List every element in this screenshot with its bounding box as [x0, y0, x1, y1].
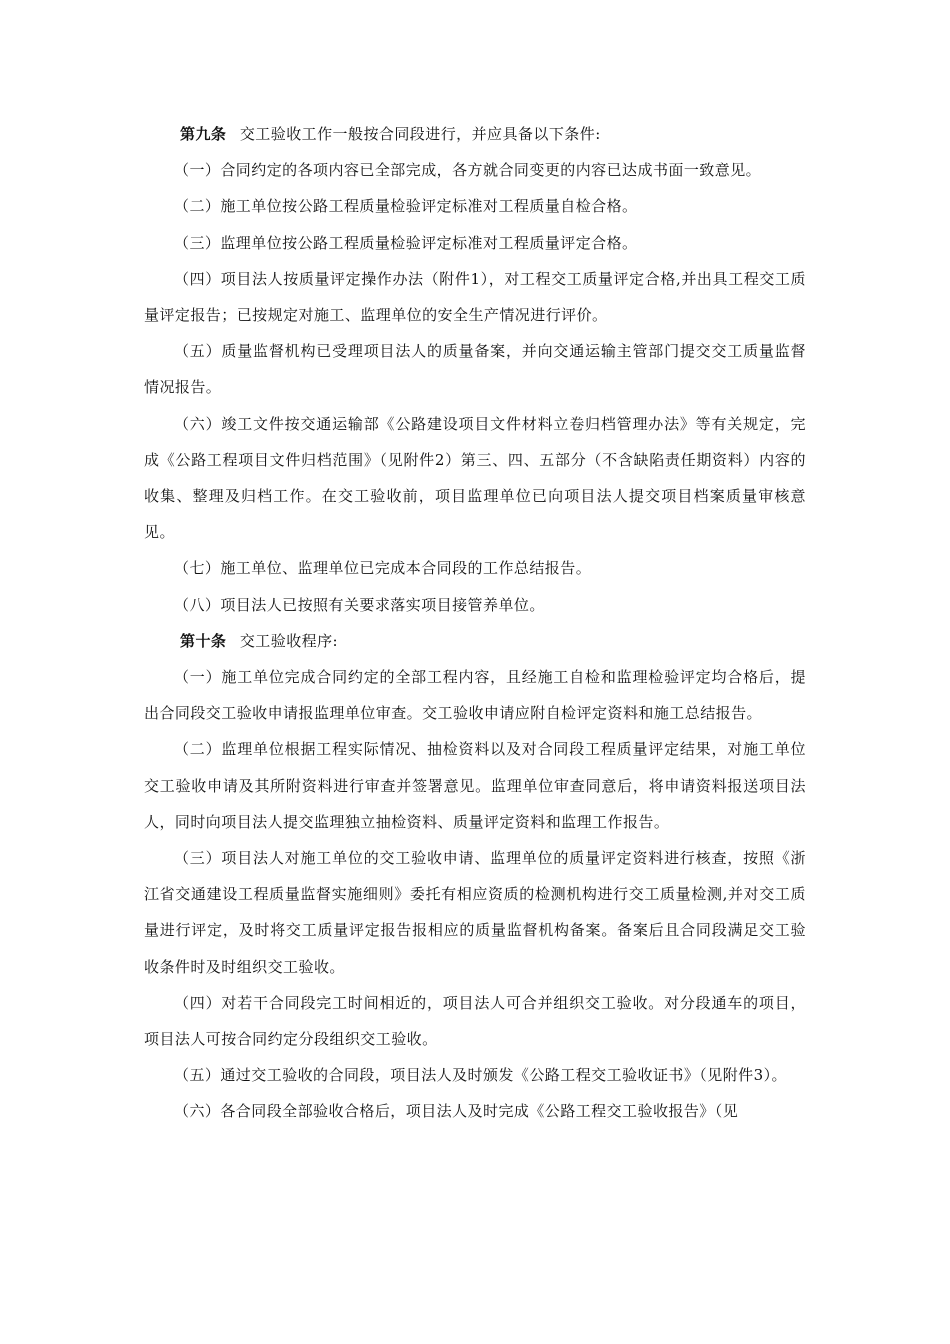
article-9-item-7: （七）施工单位、监理单位已完成本合同段的工作总结报告。: [174, 559, 592, 578]
article-10-item-2: （二）监理单位根据工程实际情况、抽检资料以及对合同段工程质量评定结果，对施工单位交工验收申请及其所附资料进行审查并签署意见。监理单位审查同意后，将申请资料报送项目法人，同时向项目法人提交监理独立抽检资料、质量评定资料和监理工作报告。: [144, 740, 806, 831]
article-10-item-3: （三）项目法人对施工单位的交工验收申请、监理单位的质量评定资料进行核查，按照《浙江省交通建设工程质量监督实施细则》委托有相应资质的检测机构进行交工质量检测,并对交工质量进行评定，及时将交工质量评定报告报相应的质量监督机构备案。备案后且合同段满足交工验收条件时及时组织交工验收。: [144, 849, 806, 976]
article-10-title: 第十条: [180, 631, 227, 650]
article-9-item-4: （四）项目法人按质量评定操作办法（附件1），对工程交工质量评定合格,并出具工程交工质量评定报告；已按规定对施工、监理单位的安全生产情况进行评价。: [144, 269, 806, 325]
article-10-item-6: （六）各合同段全部验收合格后，项目法人及时完成《公路工程交工验收报告》（见: [174, 1102, 739, 1121]
article-10-heading: [144, 623, 806, 659]
article-9-item-2: （二）施工单位按公路工程质量检验评定标准对工程质量自检合格。: [174, 197, 638, 216]
article-9-text: 交工验收工作一般按合同段进行，并应具备以下条件:: [239, 125, 601, 143]
article-9-item-8: （八）项目法人已按照有关要求落实项目接管养单位。: [174, 595, 545, 614]
article-9-title: 第九条: [180, 125, 227, 143]
document-body: [144, 116, 806, 1130]
article-10-text: 交工验收程序:: [239, 631, 339, 650]
article-10-item-1: （一）施工单位完成合同约定的全部工程内容，且经施工自检和监理检验评定均合格后，提出合同段交工验收申请报监理单位审查。交工验收申请应附自检评定资料和施工总结报告。: [144, 668, 806, 723]
article-10-item-5: （五）通过交工验收的合同段，项目法人及时颁发《公路工程交工验收证书》（见附件3）。: [174, 1066, 787, 1085]
article-9-item-6: （六）竣工文件按交通运输部《公路建设项目文件材料立卷归档管理办法》等有关规定，完成《公路工程项目文件归档范围》（见附件2）第三、四、五部分（不含缺陷责任期资料）内容的收集、整理及归档工作。在交工验收前，项目监理单位已向项目法人提交项目档案质量审核意见。: [144, 414, 806, 542]
article-9-item-3: （三）监理单位按公路工程质量检验评定标准对工程质量评定合格。: [174, 233, 638, 252]
article-10-item-4: （四）对若干合同段完工时间相近的，项目法人可合并组织交工验收。对分段通车的项目，项目法人可按合同约定分段组织交工验收。: [144, 993, 806, 1049]
article-9-heading: [144, 116, 806, 152]
article-9-item-5: （五）质量监督机构已受理项目法人的质量备案，并向交通运输主管部门提交交工质量监督情况报告。: [144, 342, 806, 397]
article-9-item-1: （一）合同约定的各项内容已全部完成，各方就合同变更的内容已达成书面一致意见。: [174, 161, 762, 180]
